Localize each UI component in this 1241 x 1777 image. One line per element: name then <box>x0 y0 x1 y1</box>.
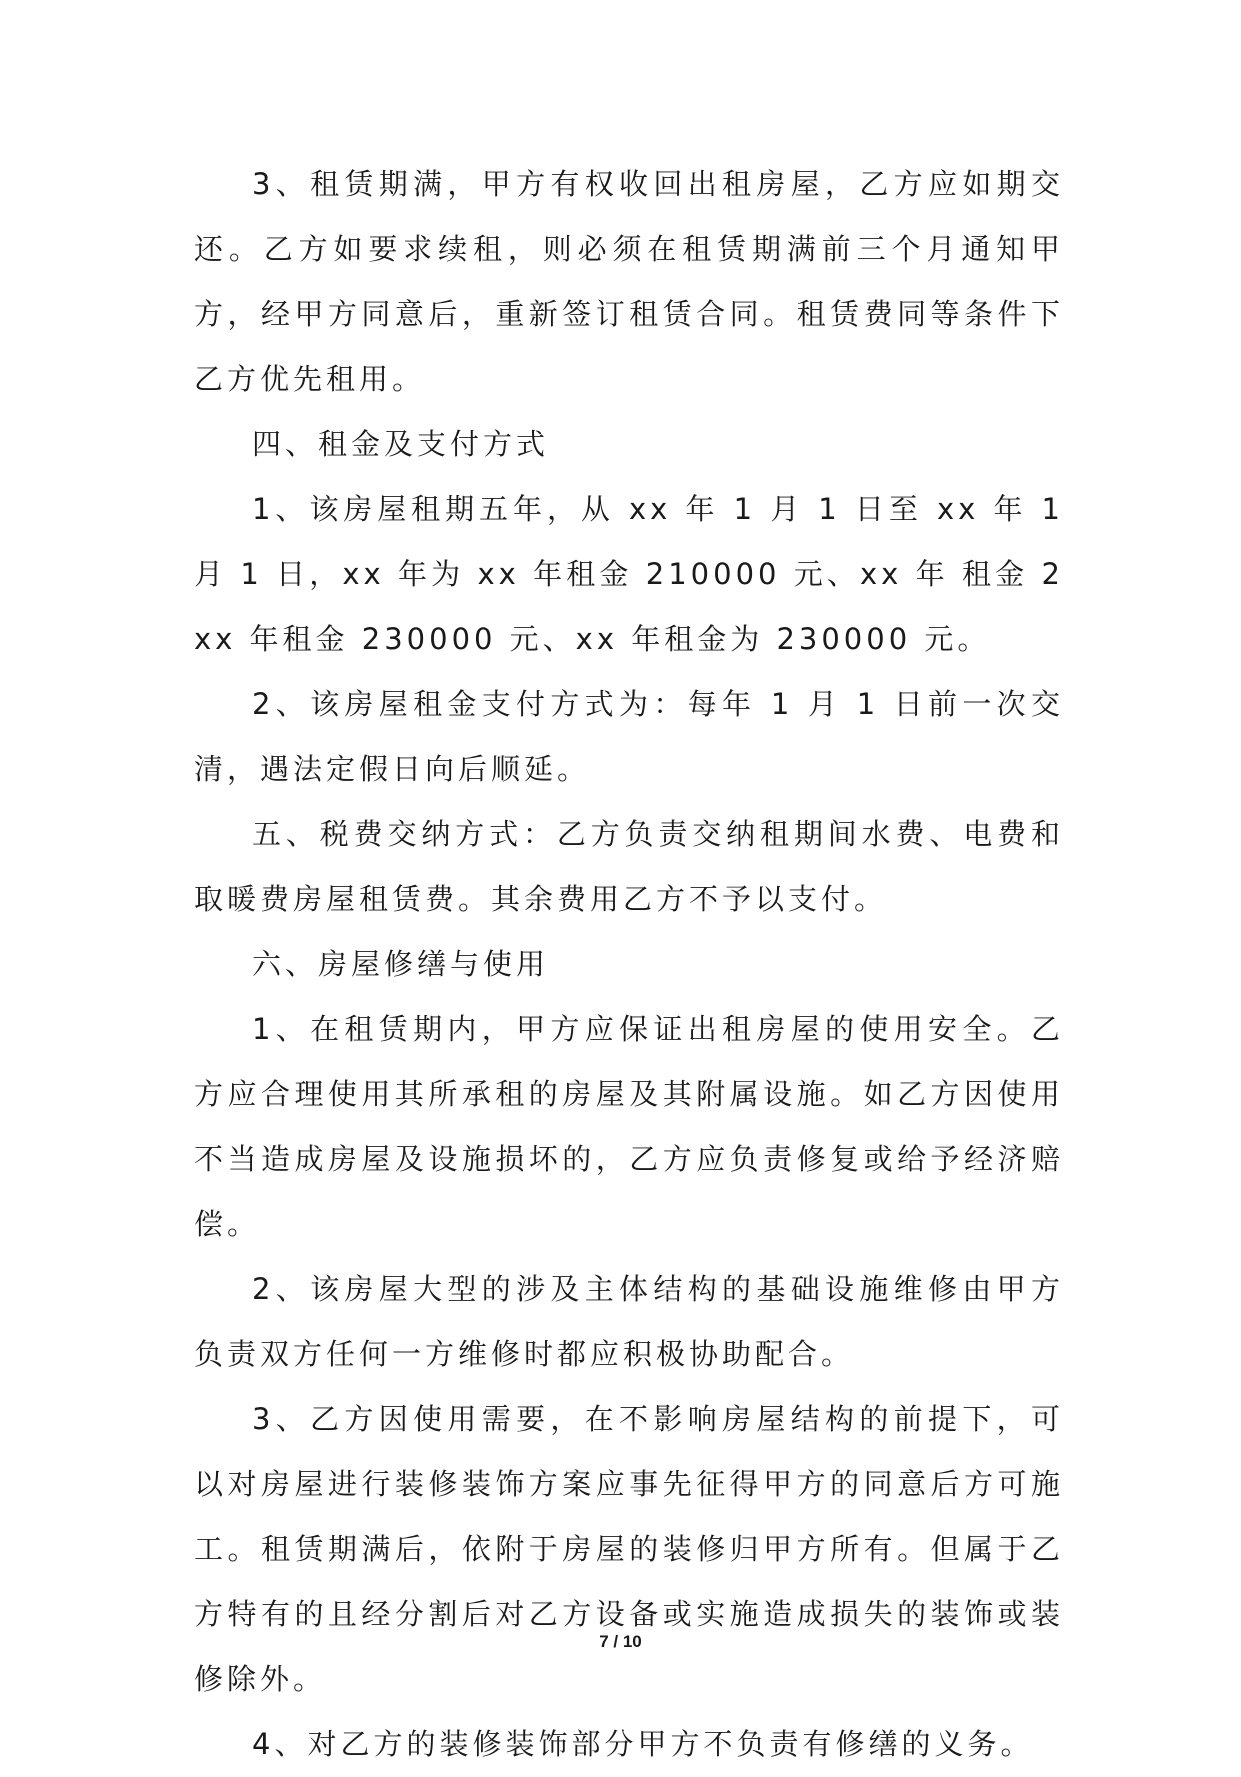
paragraph-renewal: 3、租赁期满，甲方有权收回出租房屋，乙方应如期交还。乙方如要求续租，则必须在租赁期满前三个月通知甲方，经甲方同意后，重新签订租赁合同。租赁费同等条件下乙方优先租用。 <box>194 167 1064 396</box>
heading-rent-payment: 四、租金及支付方式 <box>252 427 550 461</box>
page-number: 7 / 10 <box>599 1632 642 1651</box>
paragraph-rent-term: 1、该房屋租期五年，从 xx 年 1 月 1 日至 xx 年 1 月 1 日，xx 年为 xx 年租金 210000 元、xx 年 租金 2xx 年租金 230000 元、xx 年租金为 230000 元。 <box>194 492 1064 656</box>
document-body <box>194 152 1064 1777</box>
paragraph-taxes-fees: 五、税费交纳方式：乙方负责交纳租期间水费、电费和取暖费房屋租赁费。其余费用乙方不予以支付。 <box>194 817 1064 916</box>
paragraph-payment-method: 2、该房屋租金支付方式为：每年 1 月 1 日前一次交清，遇法定假日向后顺延。 <box>194 687 1064 786</box>
paragraph-decoration-repair: 4、对乙方的装修装饰部分甲方不负责有修缮的义务。 <box>252 1727 1034 1761</box>
paragraph-safe-use: 1、在租赁期内，甲方应保证出租房屋的使用安全。乙方应合理使用其所承租的房屋及其附属设施。如乙方因使用不当造成房屋及设施损坏的，乙方应负责修复或给予经济赔偿。 <box>194 1012 1064 1241</box>
heading-repair-use: 六、房屋修缮与使用 <box>252 947 550 981</box>
paragraph-major-repairs: 2、该房屋大型的涉及主体结构的基础设施维修由甲方负责双方任何一方维修时都应积极协助配合。 <box>194 1272 1064 1371</box>
paragraph-decoration: 3、乙方因使用需要，在不影响房屋结构的前提下，可以对房屋进行装修装饰方案应事先征得甲方的同意后方可施工。租赁期满后，依附于房屋的装修归甲方所有。但属于乙方特有的且经分割后对乙方设备或实施造成损失的装饰或装修除外。 <box>194 1402 1064 1696</box>
